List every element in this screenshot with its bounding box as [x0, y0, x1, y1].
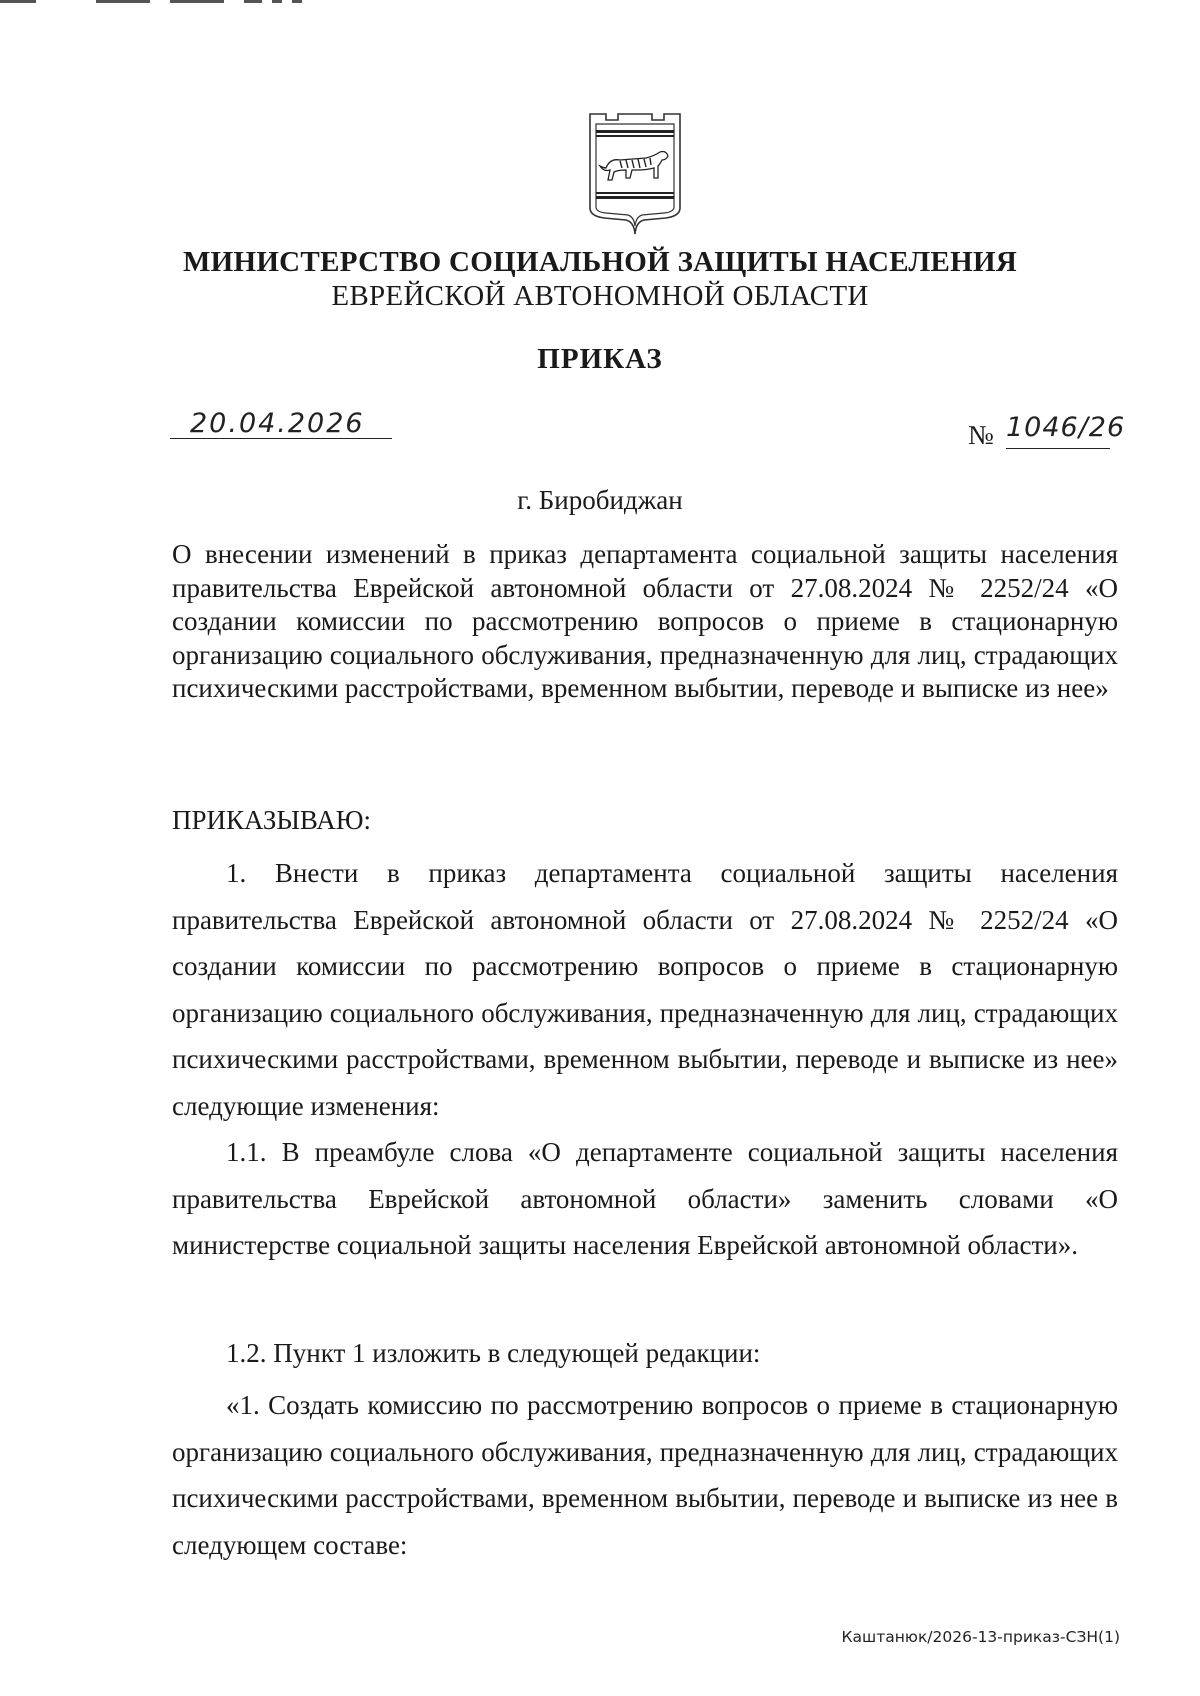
paragraph-1-2 — [172, 1330, 1118, 1377]
order-directive-word: ПРИКАЗЫВАЮ: — [172, 805, 371, 835]
paragraph-1-1-text: 1.1. В преамбуле слова «О департаменте социальной защиты населения правительства Еврейской автономной области» заменить словами «О министерстве социальной защиты населения Еврейской автономной области». — [172, 1137, 1118, 1260]
document-type: ПРИКАЗ — [537, 343, 663, 375]
paragraph-1-1 — [172, 1129, 1118, 1269]
paragraph-1-text: 1. Внести в приказ департамента социальной защиты населения правительства Еврейской автономной области от 27.08.2024 № 2252/24 «О создании комиссии по рассмотрению вопросов о приеме в стационарную организацию социального обслуживания, предназначенную для лиц, страдающих психическими расстройствами, временном выбытии, переводе и выписке из нее» следующие изменения: — [172, 858, 1118, 1121]
tiger-coat-of-arms-icon — [586, 112, 684, 236]
order-number: 1046/26 — [1006, 412, 1126, 443]
date-underline — [170, 438, 392, 439]
number-underline — [1006, 448, 1110, 449]
order-date: 20.04.2026 — [190, 408, 365, 439]
scan-edge-marks — [0, 0, 340, 6]
ministry-name-line2: ЕВРЕЙСКОЙ АВТОНОМНОЙ ОБЛАСТИ — [331, 280, 869, 312]
paragraph-1-2-text: 1.2. Пункт 1 изложить в следующей редакции: — [226, 1338, 761, 1368]
file-reference: Каштанюк/2026-13-приказ-СЗН(1) — [841, 1628, 1120, 1646]
number-sign: № — [968, 420, 994, 450]
paragraph-1-2-quote-text: «1. Создать комиссию по рассмотрению вопросов о приеме в стационарную организацию социального обслуживания, предназначенную для лиц, страдающих психическими расстройствами, временном выбытии, переводе и выписке из нее в следующем составе: — [172, 1390, 1118, 1560]
ministry-name-line1: МИНИСТЕРСТВО СОЦИАЛЬНОЙ ЗАЩИТЫ НАСЕЛЕНИЯ — [182, 246, 1018, 278]
paragraph-1 — [172, 850, 1118, 1129]
paragraph-1-2-quote — [172, 1382, 1118, 1568]
order-subject: О внесении изменений в приказ департамента социальной защиты населения правительства Еврейской автономной области от 27.08.2024 № 2252/24 «О создании комиссии по рассмотрению вопросов о приеме в стационарную организацию социального обслуживания, предназначенную для лиц, страдающих психическими расстройствами, временном выбытии, переводе и выписке из нее» — [172, 539, 1118, 703]
city: г. Биробиджан — [517, 485, 683, 515]
